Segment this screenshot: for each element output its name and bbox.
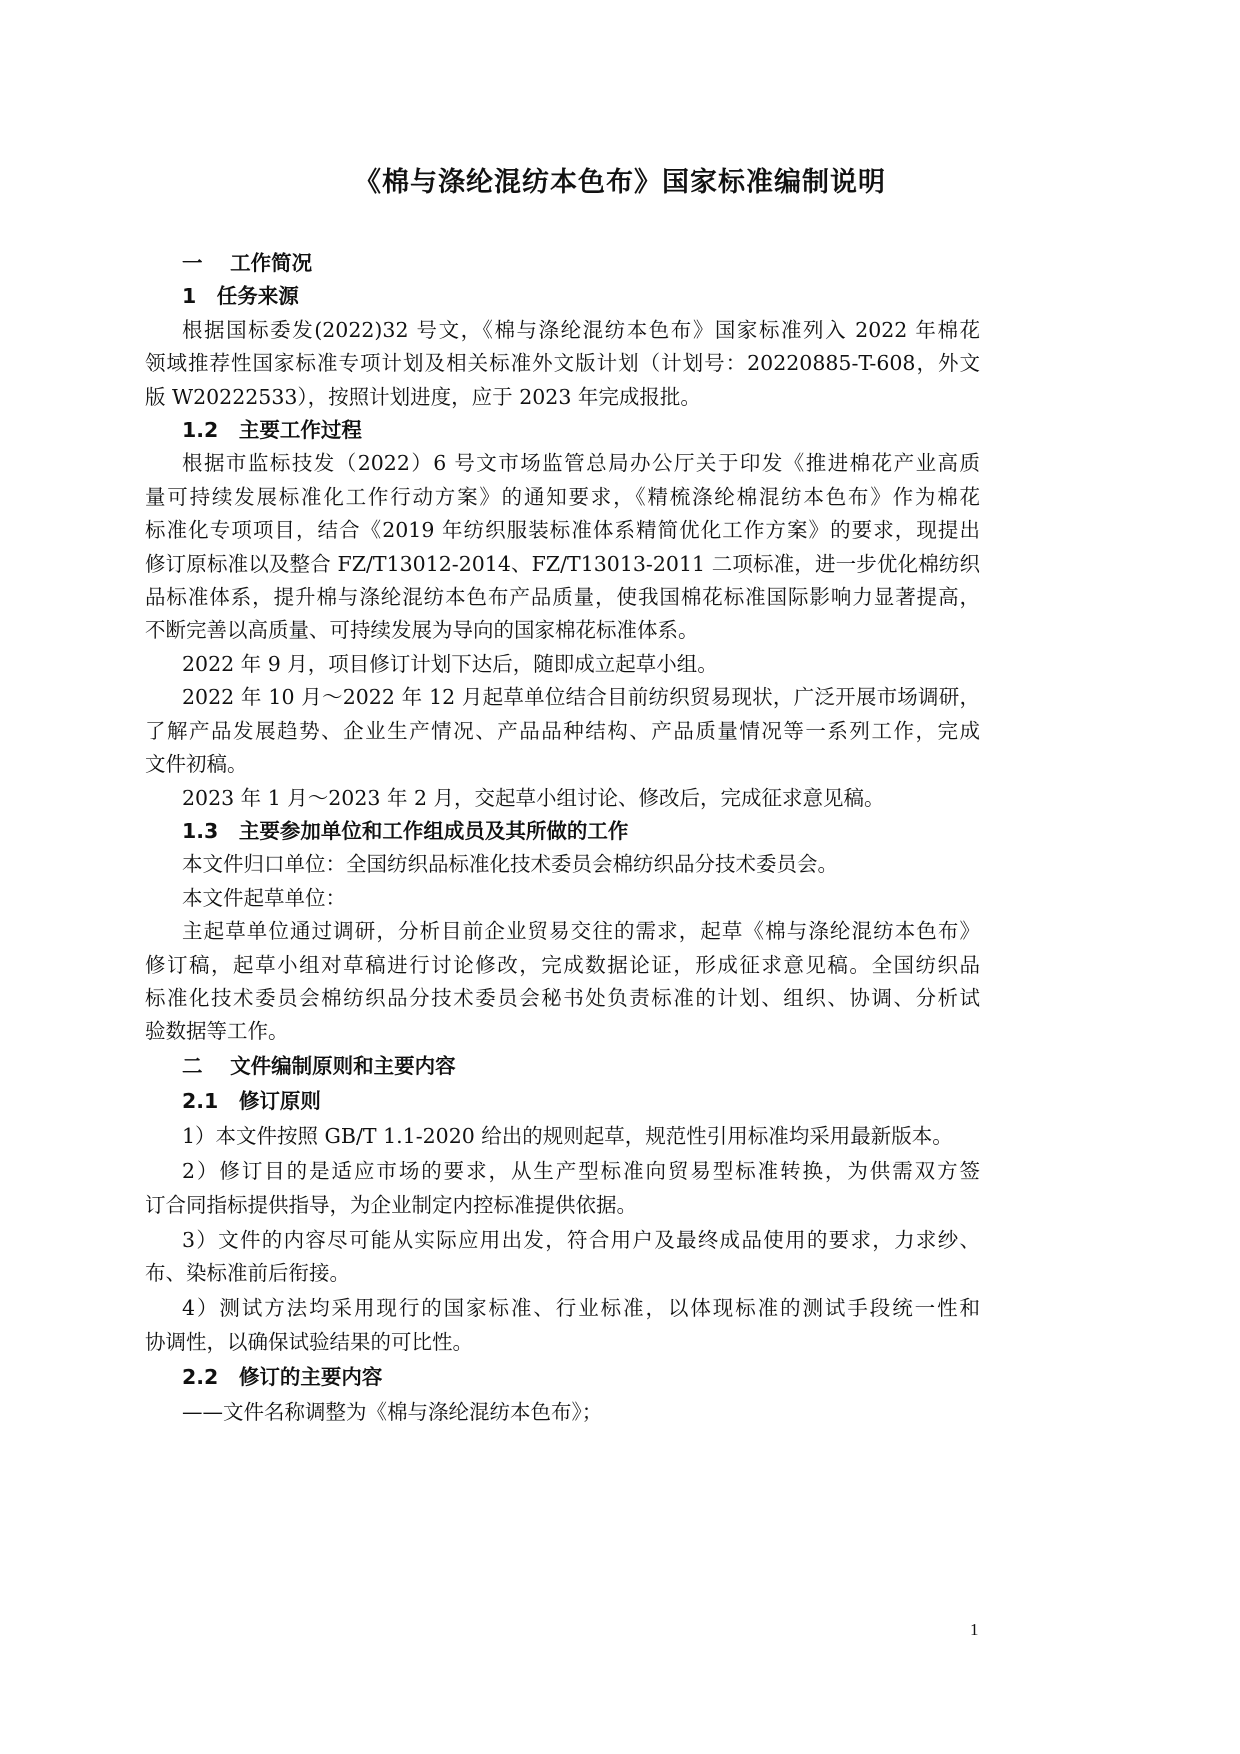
text-line: 1）本文件按照 GB/T 1.1-2020 给出的规则起草，规范性引用标准均采用最新版本。 [182, 1124, 953, 1149]
paragraph [145, 848, 980, 881]
text-line: 修订原标准以及整合 FZ/T13012-2014、FZ/T13013-2011 二项标准，进一步优化棉纺织 [145, 551, 980, 576]
paragraph [145, 782, 980, 815]
paragraph [145, 1120, 980, 1153]
paragraph [145, 1155, 980, 1222]
paragraph [145, 1396, 980, 1429]
paragraph [145, 1224, 980, 1291]
text-line: 领域推荐性国家标准专项计划及相关标准外文版计划（计划号：20220885-T-608，外文 [145, 351, 980, 376]
text-line: 2023 年 1 月～2023 年 2 月，交起草小组讨论、修改后，完成征求意见稿。 [182, 785, 885, 810]
paragraph [145, 314, 980, 414]
text-line: 2022 年 9 月，项目修订计划下达后，随即成立起草小组。 [182, 651, 718, 676]
text-line: 主起草单位通过调研，分析目前企业贸易交往的需求，起草《棉与涤纶混纺本色布》 [182, 919, 980, 944]
text-line: 2022 年 10 月～2022 年 12 月起草单位结合目前纺织贸易现状，广泛开展市场调研， [182, 685, 980, 710]
document-title: 《棉与涤纶混纺本色布》国家标准编制说明 [354, 167, 886, 198]
text-line: 了解产品发展趋势、企业生产情况、产品品种结构、产品质量情况等一系列工作，完成 [145, 718, 980, 743]
section-heading: 1.3 主要参加单位和工作组成员及其所做的工作 [182, 818, 629, 843]
paragraph [145, 681, 980, 781]
section-heading: 1.2 主要工作过程 [182, 418, 362, 443]
text-line: 标准化专项项目，结合《2019 年纺织服装标准体系精简优化工作方案》的要求，现提出 [145, 518, 980, 543]
text-line: 协调性，以确保试验结果的可比性。 [145, 1329, 473, 1354]
section-heading: 2.2 修订的主要内容 [182, 1364, 383, 1389]
paragraph [145, 447, 980, 647]
section-heading: 1 任务来源 [182, 284, 299, 309]
text-line: 验数据等工作。 [145, 1019, 289, 1044]
text-line: 修订稿，起草小组对草稿进行讨论修改，完成数据论证，形成征求意见稿。全国纺织品 [145, 952, 980, 977]
text-line: 布、染标准前后衔接。 [145, 1261, 350, 1286]
document-body [145, 247, 980, 1429]
section-principles-content [145, 1050, 980, 1429]
text-line: 文件初稿。 [145, 752, 248, 777]
paragraph [145, 1292, 980, 1359]
section-work-overview [145, 247, 980, 1049]
text-line: 本文件起草单位： [182, 885, 346, 910]
text-line: 根据国标委发(2022)32 号文，《棉与涤纶混纺本色布》国家标准列入 2022 年棉花 [182, 317, 980, 342]
text-line: 3）文件的内容尽可能从实际应用出发，符合用户及最终成品使用的要求，力求纱、 [182, 1227, 980, 1252]
text-line: 本文件归口单位：全国纺织品标准化技术委员会棉纺织品分技术委员会。 [182, 852, 838, 877]
text-line: ——文件名称调整为《棉与涤纶混纺本色布》； [182, 1399, 603, 1424]
text-line: 根据市监标技发（2022）6 号文市场监管总局办公厅关于印发《推进棉花产业高质 [182, 451, 980, 476]
text-line: 品标准体系，提升棉与涤纶混纺本色布产品质量，使我国棉花标准国际影响力显著提高， [145, 585, 980, 610]
text-line: 标准化技术委员会棉纺织品分技术委员会秘书处负责标准的计划、组织、协调、分析试 [145, 985, 980, 1010]
paragraph [145, 915, 980, 1049]
section-heading: 一 工作简况 [182, 251, 313, 275]
text-line: 4）测试方法均采用现行的国家标准、行业标准，以体现标准的测试手段统一性和 [182, 1296, 980, 1321]
text-line: 订合同指标提供指导，为企业制定内控标准提供依据。 [145, 1192, 637, 1217]
text-line: 2）修订目的是适应市场的要求，从生产型标准向贸易型标准转换，为供需双方签 [182, 1159, 980, 1184]
text-line: 不断完善以高质量、可持续发展为导向的国家棉花标准体系。 [145, 618, 699, 643]
text-line: 版 W20222533），按照计划进度，应于 2023 年完成报批。 [145, 384, 701, 409]
paragraph [145, 648, 980, 681]
text-line: 量可持续发展标准化工作行动方案》的通知要求，《精梳涤纶棉混纺本色布》作为棉花 [145, 484, 980, 509]
section-heading: 2.1 修订原则 [182, 1089, 321, 1114]
paragraph [145, 882, 980, 915]
section-heading: 二 文件编制原则和主要内容 [182, 1054, 456, 1079]
page-number: 1 [970, 1620, 979, 1639]
